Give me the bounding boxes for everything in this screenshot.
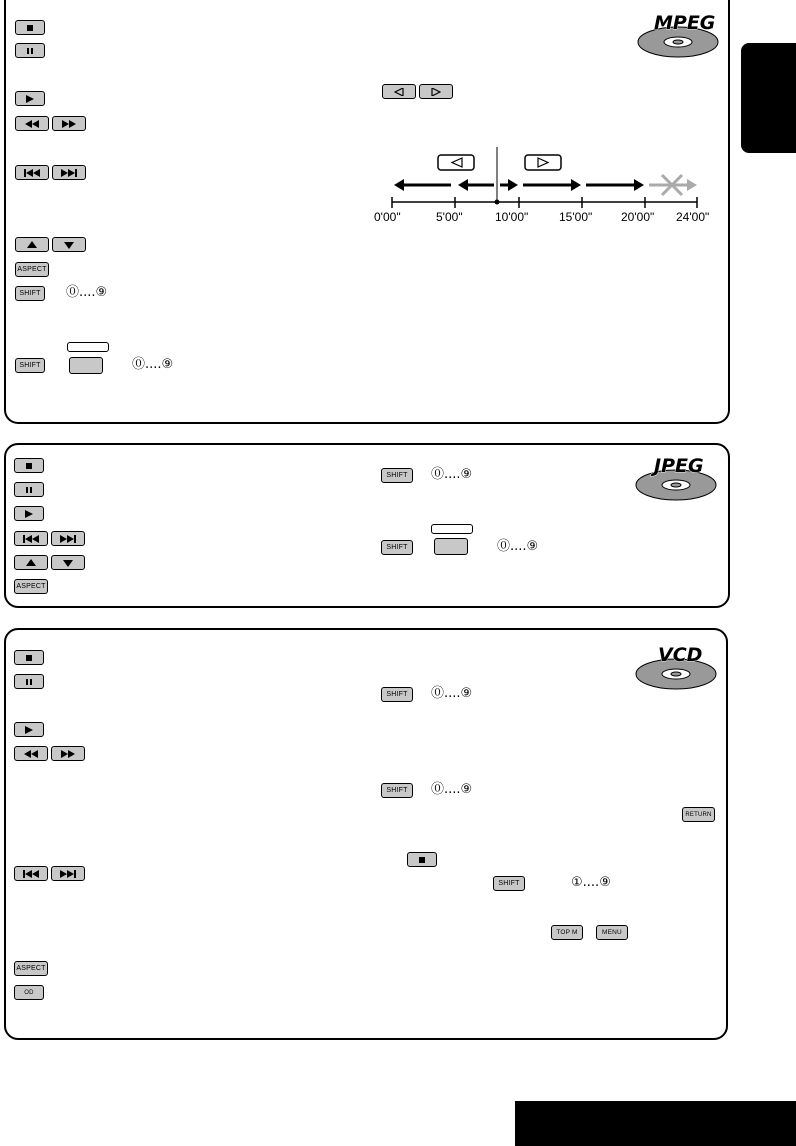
shift-button-2[interactable]: SHIFT [381,783,413,798]
stop-icon [26,24,34,32]
aspect-button[interactable]: ASPECT [15,262,49,277]
next-icon [61,169,77,177]
number-start: ⓪ [132,357,146,372]
arrow-forward-1-head [508,179,518,191]
time-label: 15'00" [559,210,593,224]
pause-button[interactable] [14,482,44,497]
time-label: 10'00" [495,210,529,224]
timeline-left-key [438,155,474,170]
previous-button[interactable] [14,866,48,881]
down-icon [63,559,73,567]
aspect-button[interactable]: ASPECT [14,961,48,976]
arrow-forward-3-head [634,179,644,191]
play-button[interactable] [14,722,44,737]
return-button[interactable]: RETURN [682,807,715,822]
down-button[interactable] [52,237,86,252]
page-footer-bar [515,1101,796,1146]
next-icon [60,870,76,878]
blank-indicator [67,342,109,352]
right-button[interactable] [419,84,453,99]
timeline-right-key [525,155,561,170]
number-dots: .... [79,285,96,300]
pause-button[interactable] [14,674,44,689]
up-icon [26,559,36,567]
time-label: 24'00" [676,210,710,224]
aspect-button[interactable]: ASPECT [14,579,48,594]
vcd-panel [4,628,728,1040]
time-label: 5'00" [436,210,463,224]
arrow-back-1-head [394,179,404,191]
number-range-3 [571,876,611,890]
previous-button[interactable] [15,165,49,180]
shift-button-2[interactable]: SHIFT [15,358,45,373]
stop-button[interactable] [14,458,44,473]
jpeg-disc-logo [634,455,718,501]
fast-forward-icon [61,750,75,758]
disc-format-label: JPEG [654,455,704,477]
next-icon [60,535,76,543]
arrow-back-2-head [458,179,468,191]
left-button[interactable] [382,84,416,99]
pause-icon [26,47,34,55]
rewind-button[interactable] [14,746,48,761]
shift-button[interactable]: SHIFT [381,468,413,483]
play-button[interactable] [15,91,45,106]
menu-button[interactable]: MENU [596,925,628,940]
number-end: ⑨ [161,357,174,372]
next-button[interactable] [52,165,86,180]
shift-button-3[interactable]: SHIFT [493,876,525,891]
pause-icon [25,486,33,494]
next-button[interactable] [51,866,85,881]
stop-button[interactable] [14,650,44,665]
jpeg-panel [4,443,730,608]
disc-format-label: MPEG [654,12,716,34]
stop-button-2[interactable] [407,852,437,867]
blank-button[interactable] [69,357,103,374]
previous-icon [23,535,39,543]
number-start: ⓪ [66,285,80,300]
rewind-icon [25,120,39,128]
number-end: ⑨ [526,539,539,554]
number-dots: .... [510,539,527,554]
number-dots: .... [582,875,600,890]
vcd-disc-logo [634,644,718,690]
number-range [431,468,472,482]
up-button[interactable] [15,237,49,252]
previous-icon [24,169,40,177]
number-start: ⓪ [431,782,445,797]
number-end: ⑨ [460,782,473,797]
number-dots: .... [444,686,461,701]
play-button[interactable] [14,506,44,521]
fast-forward-icon [62,120,76,128]
arrow-forward-2-head [571,179,581,191]
rewind-button[interactable] [15,116,49,131]
time-label: 0'00" [374,210,401,224]
number-end: ⑨ [599,875,611,890]
shift-button-2[interactable]: SHIFT [381,540,413,555]
rewind-icon [24,750,38,758]
stop-button[interactable] [15,20,45,35]
number-end: ⑨ [95,285,108,300]
pause-icon [25,678,33,686]
play-icon [24,510,34,518]
number-dots: .... [444,467,461,482]
number-start: ⓪ [431,467,445,482]
skip-timeline-diagram [372,145,712,217]
top-menu-button[interactable]: TOP M [551,925,583,940]
language-tab [741,43,796,153]
time-label: 20'00" [621,210,655,224]
stop-icon [25,654,33,662]
number-range-2 [497,540,538,554]
shift-button[interactable]: SHIFT [381,687,413,702]
fast-forward-button[interactable] [51,746,85,761]
stop-icon [25,462,33,470]
number-start: ⓪ [497,539,511,554]
number-range-2 [132,358,173,372]
previous-icon [23,870,39,878]
number-range-2 [431,783,472,797]
disc-format-label: VCD [658,644,703,666]
play-icon [24,726,34,734]
down-icon [64,241,74,249]
next-button[interactable] [51,531,85,546]
mpeg-disc-logo [636,12,720,58]
previous-button[interactable] [14,531,48,546]
subtitle-button[interactable]: OD [14,985,44,1000]
down-button[interactable] [51,555,85,570]
right-icon [431,88,441,96]
arrow-forward-blocked-head [687,179,697,191]
up-icon [27,241,37,249]
shift-button[interactable]: SHIFT [15,286,45,301]
number-range [431,687,472,701]
blank-indicator [431,524,473,534]
left-icon [394,88,404,96]
pause-button[interactable] [15,43,45,58]
play-icon [25,95,35,103]
number-end: ⑨ [460,467,473,482]
mpeg-panel [4,0,730,424]
number-start: ① [571,875,583,890]
up-button[interactable] [14,555,48,570]
number-dots: .... [145,357,162,372]
number-dots: .... [444,782,461,797]
blank-button[interactable] [434,538,468,555]
number-range [66,286,107,300]
number-start: ⓪ [431,686,445,701]
stop-icon [418,856,426,864]
number-end: ⑨ [460,686,473,701]
fast-forward-button[interactable] [52,116,86,131]
